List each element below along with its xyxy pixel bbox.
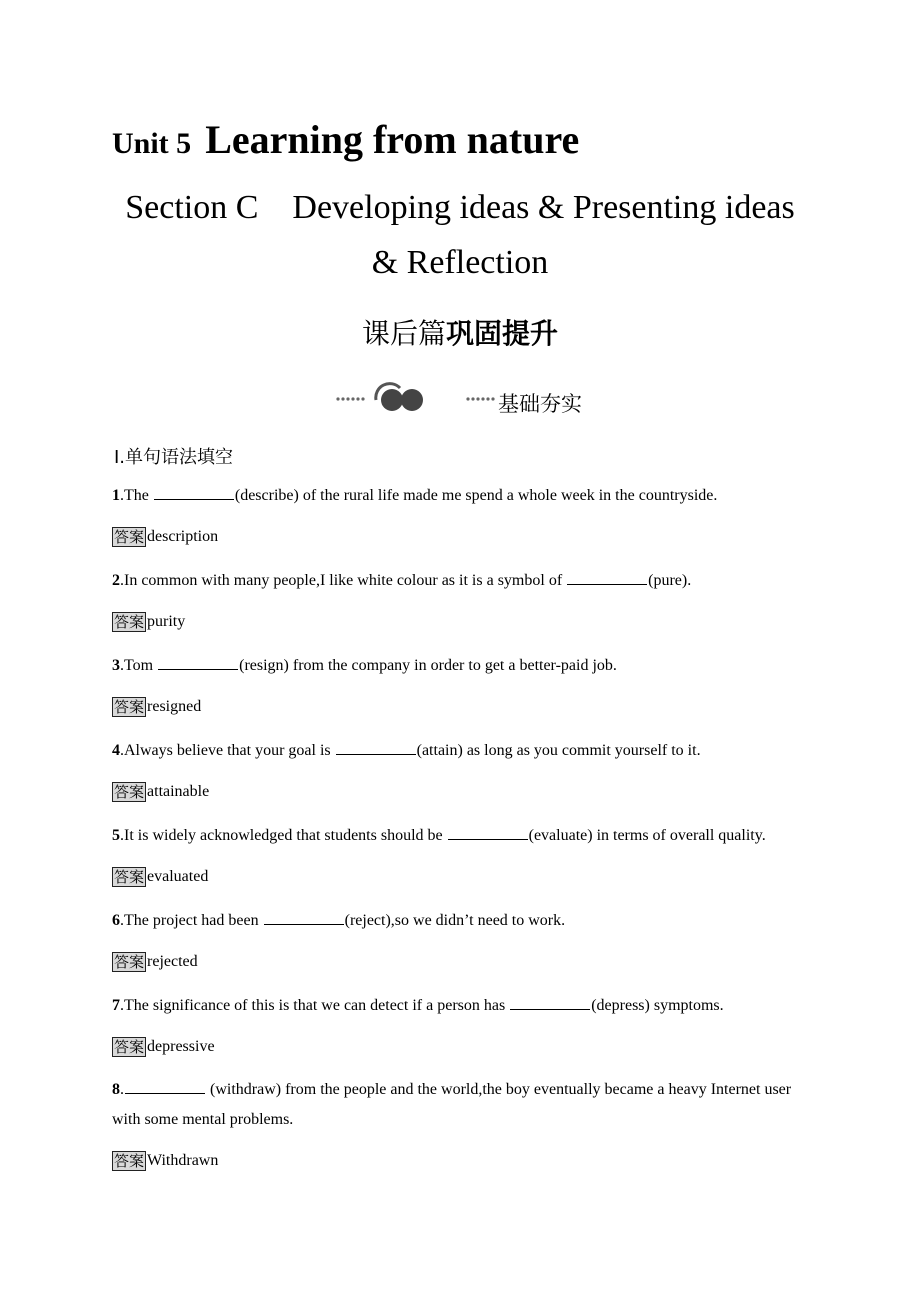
question-text: (depress) symptoms. (591, 997, 724, 1014)
answer-text: purity (147, 613, 186, 630)
part-heading: Ⅰ.单句语法填空 (114, 447, 234, 468)
answer-tag: 答案 (114, 1038, 145, 1056)
section-title-line-2 (0, 243, 920, 283)
question-text: .Tom (120, 657, 158, 674)
question-number: 1 (112, 487, 120, 504)
question-number: 5 (112, 827, 120, 844)
question-text: .The (120, 487, 153, 504)
answer-tag: 答案 (114, 528, 145, 546)
answer-text: Withdrawn (147, 1152, 219, 1169)
banner-label: 基础夯实 (498, 392, 582, 416)
question-number: 8 (112, 1081, 120, 1098)
subtitle-main: 巩固提升 (446, 317, 559, 350)
answer-8 (112, 1151, 218, 1171)
answer-blank (336, 742, 416, 755)
question-number: 3 (112, 657, 120, 674)
answer-blank (264, 912, 344, 925)
answer-blank (158, 657, 238, 670)
question-text: (reject),so we didn’t need to work. (344, 912, 566, 929)
question-text: (pure). (648, 572, 692, 589)
answer-blank (510, 997, 590, 1010)
question-7 (112, 997, 724, 1015)
question-3 (112, 657, 617, 675)
question-number: 2 (112, 572, 120, 589)
answer-5 (112, 867, 208, 887)
section-banner (334, 378, 634, 418)
answer-6 (112, 952, 198, 972)
question-text: (evaluate) in terms of overall quality. (528, 827, 766, 844)
answer-tag: 答案 (114, 613, 145, 631)
question-text: .In common with many people,I like white colour as it is a symbol of (120, 572, 567, 589)
question-4 (112, 742, 701, 760)
answer-blank (125, 1081, 205, 1094)
section-topics: Developing ideas & Presenting ideas (292, 189, 795, 226)
section-topics-cont: & Reflection (371, 244, 549, 281)
question-6 (112, 912, 565, 930)
unit-label: Unit 5 (112, 127, 192, 160)
answer-tag: 答案 (114, 953, 145, 971)
answer-text: description (147, 528, 219, 545)
answer-tag: 答案 (114, 783, 145, 801)
answer-tag: 答案 (114, 698, 145, 716)
question-text: (withdraw) from the people and the world,the boy eventually became a heavy Internet user (206, 1081, 792, 1098)
answer-blank (567, 572, 647, 585)
unit-name: Learning from nature (205, 117, 580, 162)
section-title-line-1 (0, 188, 920, 228)
answer-text: resigned (147, 698, 202, 715)
question-text: .It is widely acknowledged that students should be (120, 827, 447, 844)
answer-tag: 答案 (114, 868, 145, 886)
question-text: (describe) of the rural life made me spend a whole week in the countryside. (234, 487, 718, 504)
question-2 (112, 572, 691, 590)
answer-text: evaluated (147, 868, 209, 885)
answer-1 (112, 527, 218, 547)
answer-2 (112, 612, 185, 632)
banner-decoration-icon (334, 378, 634, 418)
answer-4 (112, 782, 209, 802)
question-8-continuation: with some mental problems. (112, 1111, 294, 1128)
section-label: Section C (125, 189, 259, 226)
subtitle-prefix: 课后篇 (361, 317, 446, 350)
answer-blank (448, 827, 528, 840)
question-text: (attain) as long as you commit yourself to it. (416, 742, 701, 759)
question-text: . (120, 1081, 124, 1098)
question-5 (112, 827, 766, 845)
question-8 (112, 1081, 791, 1099)
unit-title (112, 116, 579, 163)
question-text: .Always believe that your goal is (120, 742, 335, 759)
answer-text: attainable (147, 783, 210, 800)
question-text: .The significance of this is that we can detect if a person has (120, 997, 510, 1014)
question-text: (resign) from the company in order to get a better-paid job. (239, 657, 617, 674)
page-subtitle (0, 312, 920, 352)
answer-text: rejected (147, 953, 198, 970)
question-1 (112, 487, 717, 505)
answer-text: depressive (147, 1038, 215, 1055)
question-number: 7 (112, 997, 120, 1014)
answer-tag: 答案 (114, 1152, 145, 1170)
answer-3 (112, 697, 201, 717)
question-number: 4 (112, 742, 120, 759)
question-number: 6 (112, 912, 120, 929)
answer-blank (154, 487, 234, 500)
question-text: .The project had been (120, 912, 263, 929)
answer-7 (112, 1037, 215, 1057)
